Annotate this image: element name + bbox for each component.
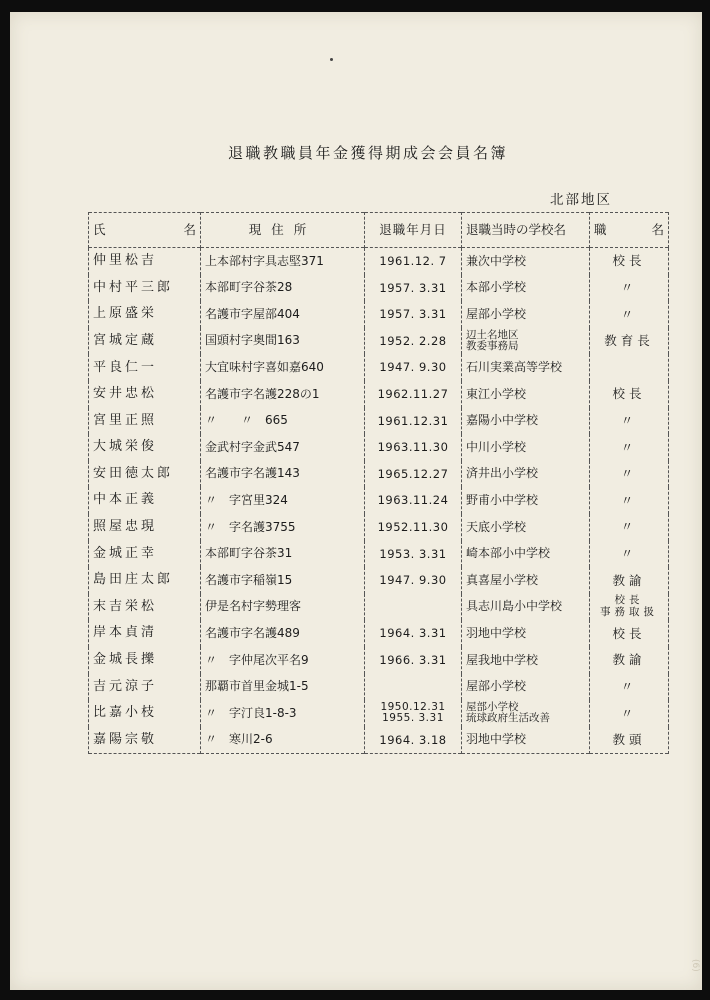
member-name: 岸本貞清 <box>89 620 201 647</box>
member-school: 兼次中学校 <box>462 248 590 275</box>
table-row <box>89 461 669 488</box>
member-address: 上本部村字具志堅371 <box>201 248 365 275</box>
table-header-row <box>89 213 669 248</box>
member-school: 崎本部小中学校 <box>462 541 590 568</box>
member-retire-date: 1950.12.31 1955. 3.31 <box>365 700 462 727</box>
member-address: 本部町字谷茶28 <box>201 275 365 302</box>
member-roster-table <box>88 212 669 754</box>
member-name: 中本正義 <box>89 487 201 514</box>
table-row <box>89 434 669 461</box>
table-row <box>89 487 669 514</box>
member-retire-date: 1965.12.27 <box>365 461 462 488</box>
member-position: 教諭 <box>590 567 669 594</box>
member-school: 済井出小学校 <box>462 461 590 488</box>
member-retire-date: 1952. 2.28 <box>365 328 462 355</box>
page-edge-mark: (6) <box>690 959 700 972</box>
table-row <box>89 408 669 435</box>
member-name: 仲里松吉 <box>89 248 201 275</box>
member-school: 中川小学校 <box>462 434 590 461</box>
member-address: 〃 寒川2-6 <box>201 727 365 754</box>
member-school: 羽地中学校 <box>462 727 590 754</box>
member-retire-date: 1947. 9.30 <box>365 567 462 594</box>
member-position: 〃 <box>590 461 669 488</box>
member-position: 校長 <box>590 248 669 275</box>
table-row <box>89 541 669 568</box>
header-address: 現住所 <box>201 213 365 248</box>
header-retire-date: 退職年月日 <box>365 213 462 248</box>
member-name: 宮城定蔵 <box>89 328 201 355</box>
member-position: 教育長 <box>590 328 669 355</box>
region-label: 北部地区 <box>550 192 612 208</box>
roster-body <box>89 248 669 754</box>
member-school: 屋我地中学校 <box>462 647 590 674</box>
member-position <box>590 354 669 381</box>
member-position: 〃 <box>590 674 669 701</box>
member-position: 〃 <box>590 301 669 328</box>
table-row <box>89 647 669 674</box>
member-name: 金城長擽 <box>89 647 201 674</box>
member-name: 吉元涼子 <box>89 674 201 701</box>
member-position: 〃 <box>590 275 669 302</box>
member-retire-date: 1947. 9.30 <box>365 354 462 381</box>
member-address: 本部町字谷茶31 <box>201 541 365 568</box>
table-row <box>89 700 669 727</box>
member-name: 安田徳太郎 <box>89 461 201 488</box>
table-row <box>89 674 669 701</box>
member-position: 教頭 <box>590 727 669 754</box>
header-position: 職名 <box>590 213 669 248</box>
member-retire-date: 1966. 3.31 <box>365 647 462 674</box>
member-school: 屋部小学校 琉球政府生活改善 <box>462 700 590 727</box>
member-retire-date: 1952.11.30 <box>365 514 462 541</box>
member-address: 那覇市首里金城1-5 <box>201 674 365 701</box>
member-retire-date: 1964. 3.31 <box>365 620 462 647</box>
member-name: 嘉陽宗敬 <box>89 727 201 754</box>
ink-speck <box>330 58 333 61</box>
member-name: 大城栄俊 <box>89 434 201 461</box>
member-position: 校長 <box>590 381 669 408</box>
table-row <box>89 328 669 355</box>
member-retire-date: 1957. 3.31 <box>365 275 462 302</box>
member-school: 真喜屋小学校 <box>462 567 590 594</box>
table-row <box>89 275 669 302</box>
member-name: 末吉栄松 <box>89 594 201 621</box>
member-school: 具志川島小中学校 <box>462 594 590 621</box>
member-address: 名護市字名護143 <box>201 461 365 488</box>
member-retire-date: 1963.11.30 <box>365 434 462 461</box>
member-address: 〃 字名護3755 <box>201 514 365 541</box>
table-row <box>89 567 669 594</box>
header-school: 退職当時の学校名 <box>462 213 590 248</box>
member-position: 校長 事務取扱 <box>590 594 669 621</box>
member-address: 名護市字名護489 <box>201 620 365 647</box>
member-position: 〃 <box>590 487 669 514</box>
member-address: 伊是名村字勢理客 <box>201 594 365 621</box>
member-school: 天底小学校 <box>462 514 590 541</box>
table-row <box>89 301 669 328</box>
member-address: 名護市字稲嶺15 <box>201 567 365 594</box>
member-address: 金武村字金武547 <box>201 434 365 461</box>
table-row <box>89 248 669 275</box>
member-school: 野甫小中学校 <box>462 487 590 514</box>
member-retire-date: 1957. 3.31 <box>365 301 462 328</box>
member-position: 〃 <box>590 434 669 461</box>
header-name: 氏名 <box>89 213 201 248</box>
member-school: 石川実業高等学校 <box>462 354 590 381</box>
table-row <box>89 727 669 754</box>
member-name: 金城正幸 <box>89 541 201 568</box>
member-position: 〃 <box>590 408 669 435</box>
member-retire-date: 1961.12. 7 <box>365 248 462 275</box>
member-school: 屋部小学校 <box>462 674 590 701</box>
table-row <box>89 620 669 647</box>
document-title: 退職教職員年金獲得期成会会員名簿 <box>227 144 508 162</box>
table-row <box>89 594 669 621</box>
member-retire-date <box>365 594 462 621</box>
member-position: 〃 <box>590 541 669 568</box>
member-school: 屋部小学校 <box>462 301 590 328</box>
member-name: 安井忠松 <box>89 381 201 408</box>
member-address: 名護市字名護228の1 <box>201 381 365 408</box>
member-retire-date: 1963.11.24 <box>365 487 462 514</box>
member-address: 〃 字宮里324 <box>201 487 365 514</box>
document-page <box>10 12 702 990</box>
member-address: 大宜味村字喜如嘉640 <box>201 354 365 381</box>
member-name: 上原盛栄 <box>89 301 201 328</box>
member-school: 東江小学校 <box>462 381 590 408</box>
member-name: 中村平三郎 <box>89 275 201 302</box>
table-row <box>89 514 669 541</box>
member-retire-date: 1953. 3.31 <box>365 541 462 568</box>
member-position: 〃 <box>590 514 669 541</box>
member-school: 本部小学校 <box>462 275 590 302</box>
member-school: 辺土名地区 教委事務局 <box>462 328 590 355</box>
member-address: 〃 字仲尾次平名9 <box>201 647 365 674</box>
table-row <box>89 354 669 381</box>
member-name: 平良仁一 <box>89 354 201 381</box>
member-address: 〃 字汀良1-8-3 <box>201 700 365 727</box>
member-school: 羽地中学校 <box>462 620 590 647</box>
member-name: 島田庄太郎 <box>89 567 201 594</box>
member-address: 名護市字屋部404 <box>201 301 365 328</box>
member-address: 国頭村字奥間163 <box>201 328 365 355</box>
member-position: 〃 <box>590 700 669 727</box>
table-row <box>89 381 669 408</box>
member-position: 校長 <box>590 620 669 647</box>
member-name: 照屋忠現 <box>89 514 201 541</box>
member-name: 宮里正照 <box>89 408 201 435</box>
member-position: 教諭 <box>590 647 669 674</box>
member-address: 〃 〃 665 <box>201 408 365 435</box>
member-school: 嘉陽小中学校 <box>462 408 590 435</box>
member-retire-date: 1961.12.31 <box>365 408 462 435</box>
member-retire-date: 1962.11.27 <box>365 381 462 408</box>
member-retire-date: 1964. 3.18 <box>365 727 462 754</box>
member-retire-date <box>365 674 462 701</box>
member-name: 比嘉小枝 <box>89 700 201 727</box>
